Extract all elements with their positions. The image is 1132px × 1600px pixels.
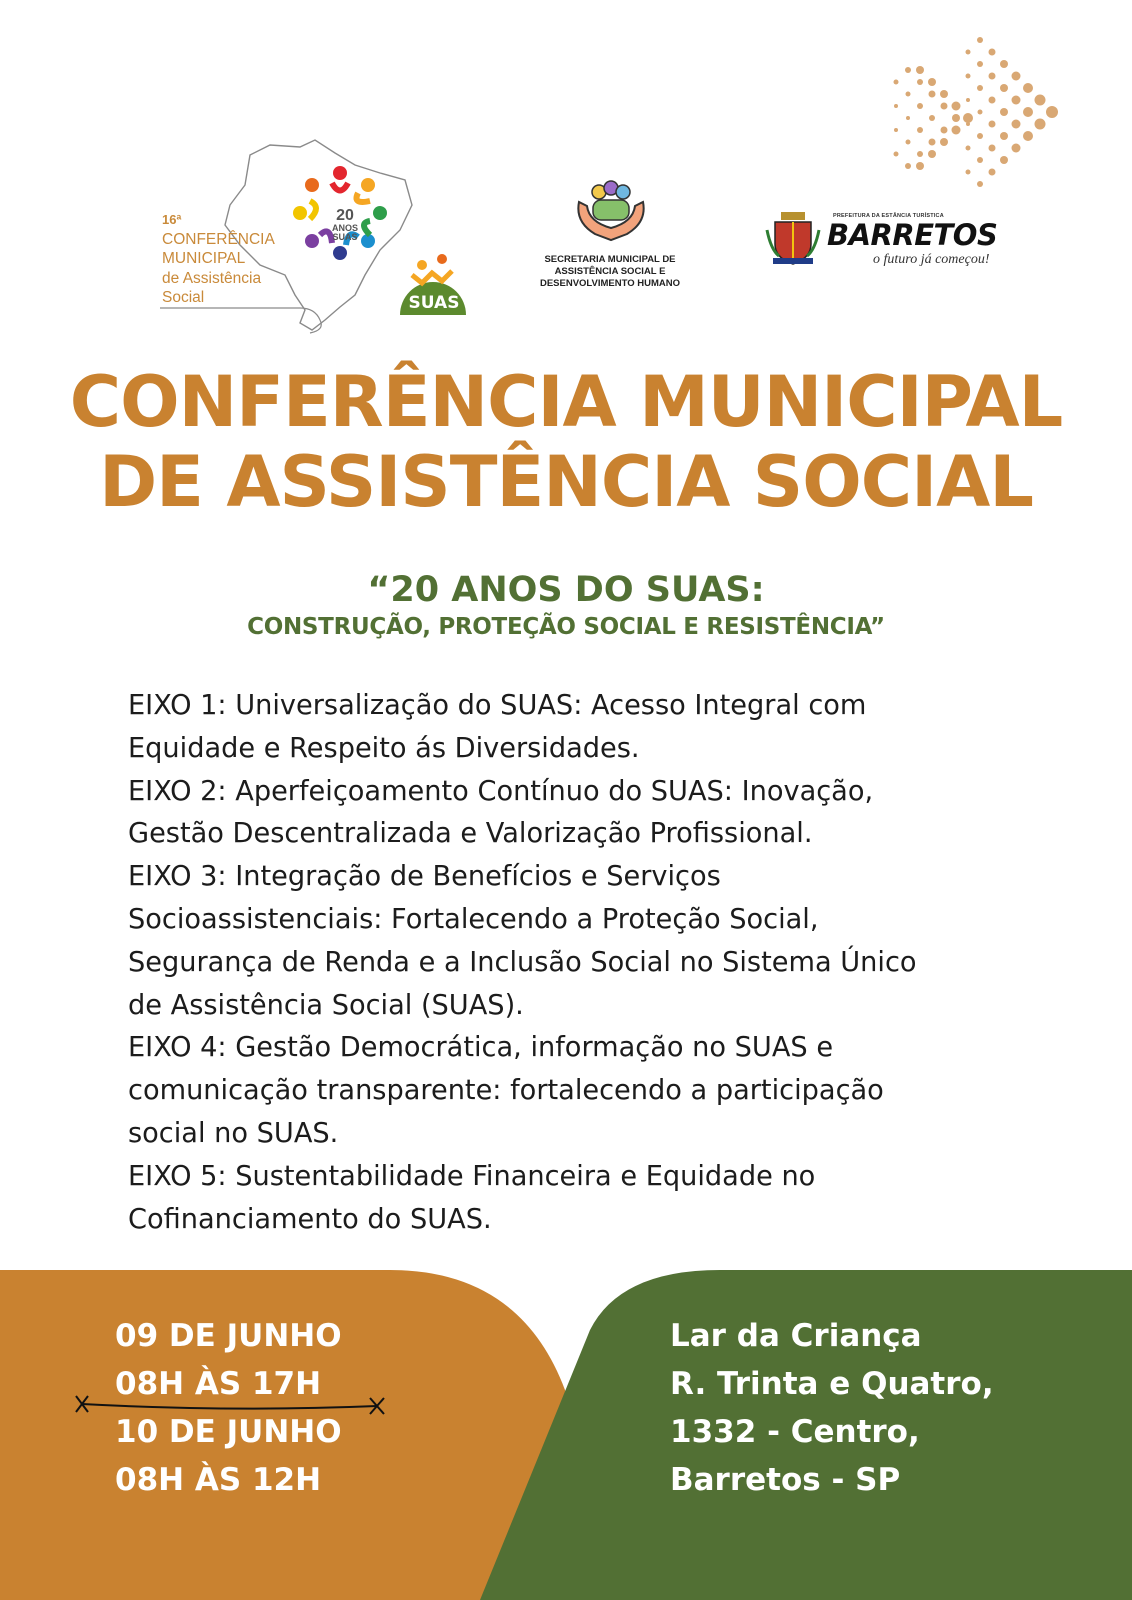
schedule-day-2: 10 DE JUNHO [115, 1414, 342, 1450]
decorative-tie-line [72, 1392, 392, 1422]
eixo-line: de Assistência Social (SUAS). [128, 989, 524, 1021]
page-title [0, 362, 1132, 522]
conference-logo [150, 125, 490, 345]
eixo-line: Gestão Descentralizada e Valorização Profissional. [128, 818, 813, 850]
decorative-chevrons [860, 30, 1080, 210]
eixo-line: EIXO 1: Universalização do SUAS: Acesso Integral com [128, 690, 867, 721]
eixo-line: EIXO 3: Integração de Benefícios e Serviços [128, 861, 721, 893]
eixo-line: EIXO 2: Aperfeiçoamento Contínuo do SUAS: Inovação, [128, 775, 874, 807]
title-line-2: DE ASSISTÊNCIA SOCIAL [99, 441, 1033, 523]
eixo-line: Equidade e Respeito ás Diversidades. [128, 732, 640, 764]
venue-street: R. Trinta e Quatro, [670, 1366, 994, 1402]
eixo-line: EIXO 4: Gestão Democrática, informação no SUAS e [128, 1032, 834, 1064]
eixo-line: EIXO 5: Sustentabilidade Financeira e Equidade no [128, 1160, 816, 1192]
eixo-line: Cofinanciamento do SUAS. [128, 1203, 492, 1235]
barretos-slogan: o futuro já começou! [873, 252, 990, 267]
venue [670, 1312, 994, 1504]
suas-badge: SUAS [408, 293, 460, 313]
eixo-line: social no SUAS. [128, 1117, 339, 1149]
schedule-time-1: 08H ÀS 17H [115, 1366, 322, 1402]
eixo-line: Segurança de Renda e a Inclusão Social no Sistema Único [128, 946, 917, 978]
schedule-time-2: 08H ÀS 12H [115, 1462, 322, 1498]
venue-number: 1332 - Centro, [670, 1414, 920, 1450]
barretos-logo [765, 210, 1005, 275]
secretaria-logo [525, 178, 695, 298]
subtitle-line-1: “20 ANOS DO SUAS: [367, 570, 765, 610]
eixo-line: Socioassistenciais: Fortalecendo a Proteção Social, [128, 903, 819, 935]
conference-logo-text: 16ª CONFERÊNCIA MUNICIPAL de Assistência Social [162, 212, 275, 306]
theme-subtitle [0, 568, 1132, 642]
schedule-day-1: 09 DE JUNHO [115, 1318, 342, 1354]
hands-people-icon [575, 178, 647, 244]
subtitle-line-2: CONSTRUÇÃO, PROTEÇÃO SOCIAL E RESISTÊNCIA” [247, 614, 885, 640]
eixos-list [128, 685, 1028, 1241]
secretaria-text: SECRETARIA MUNICIPAL DE ASSISTÊNCIA SOCIAL E DESENVOLVIMENTO HUMANO [539, 254, 681, 289]
barretos-prefeitura-label: PREFEITURA DA ESTÂNCIA TURÍSTICA [833, 213, 944, 219]
venue-city: Barretos - SP [670, 1462, 901, 1498]
eixo-line: comunicação transparente: fortalecendo a participação [128, 1075, 884, 1107]
title-line-1: CONFERÊNCIA MUNICIPAL [69, 361, 1063, 443]
anos-badge: 20 ANOS SUAS [331, 207, 358, 242]
barretos-name: BARRETOS [827, 218, 998, 252]
coat-of-arms-icon [765, 210, 821, 266]
venue-name: Lar da Criança [670, 1318, 922, 1354]
